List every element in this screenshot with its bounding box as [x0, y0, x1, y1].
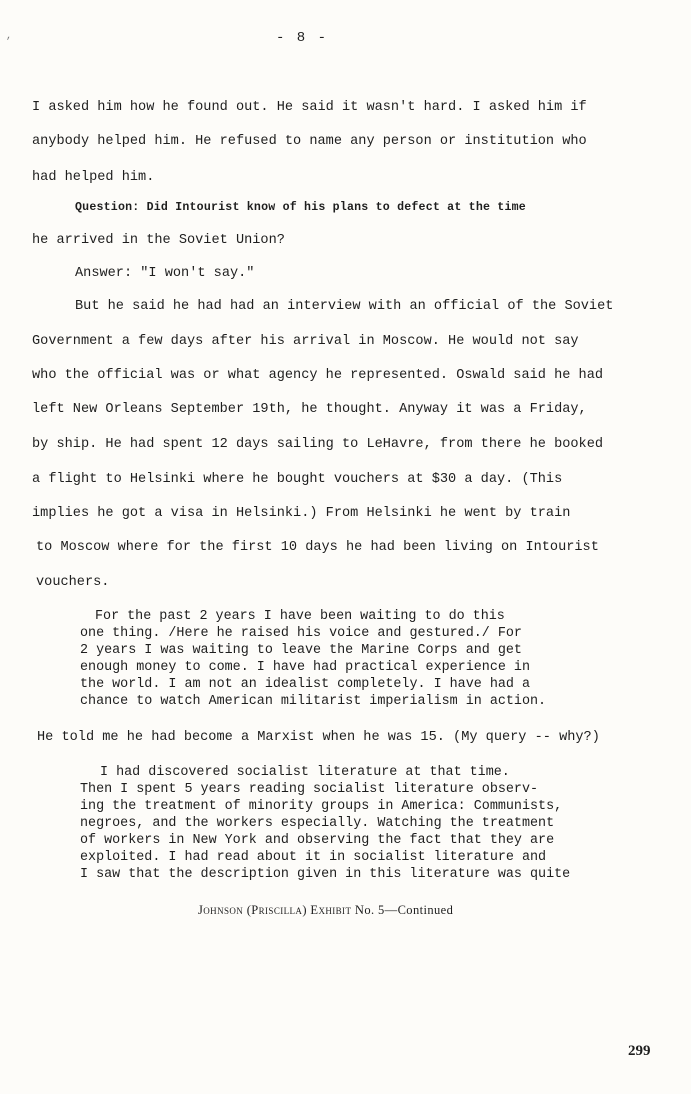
- paragraph1-line: had helped him.: [32, 170, 155, 185]
- quote2-line: I had discovered socialist literature at that time.: [100, 765, 510, 780]
- paragraph1-line: I asked him how he found out. He said it wasn't hard. I asked him if: [32, 100, 587, 115]
- paragraph2-line: by ship. He had spent 12 days sailing to LeHavre, from there he booked: [32, 437, 604, 452]
- paragraph2-line: vouchers.: [36, 575, 110, 590]
- answer-line: Answer: "I won't say.": [75, 266, 255, 281]
- quote2-line: I saw that the description given in this literature was quite: [80, 867, 571, 882]
- quote2-line: exploited. I had read about it in socialist literature and: [80, 850, 547, 865]
- page-folio: 299: [628, 1043, 651, 1059]
- paragraph1-line: anybody helped him. He refused to name any person or institution who: [32, 134, 587, 149]
- paragraph3-line: He told me he had become a Marxist when he was 15. (My query -- why?): [37, 730, 600, 745]
- paragraph2-line: a flight to Helsinki where he bought vouchers at $30 a day. (This: [32, 472, 563, 487]
- question-line: he arrived in the Soviet Union?: [32, 233, 285, 248]
- quote2-line: negroes, and the workers especially. Watching the treatment: [80, 816, 555, 831]
- quote1-line: For the past 2 years I have been waiting to do this: [95, 609, 505, 624]
- paragraph2-line: But he said he had had an interview with an official of the Soviet: [75, 299, 614, 314]
- quote1-line: one thing. /Here he raised his voice and gestured./ For: [80, 626, 522, 641]
- paragraph2-line: left New Orleans September 19th, he thought. Anyway it was a Friday,: [32, 402, 587, 417]
- quote1-line: 2 years I was waiting to leave the Marine Corps and get: [80, 643, 522, 658]
- quote1-line: enough money to come. I have had practical experience in: [80, 660, 530, 675]
- quote2-line: Then I spent 5 years reading socialist literature observ-: [80, 782, 539, 797]
- caption-exhibit: Exhibit: [310, 903, 352, 917]
- quote2-line: of workers in New York and observing the fact that they are: [80, 833, 555, 848]
- quote1-line: chance to watch American militarist imperialism in action.: [80, 694, 547, 709]
- quote2-line: ing the treatment of minority groups in America: Communists,: [80, 799, 563, 814]
- page-number-top: - 8 -: [276, 30, 329, 46]
- caption-name: Johnson: [198, 903, 244, 917]
- quote1-line: the world. I am not an idealist completely. I have had a: [80, 677, 530, 692]
- caption-number: No. 5—Continued: [354, 903, 454, 917]
- caption-paren: (Priscilla): [246, 903, 307, 917]
- paragraph2-line: to Moscow where for the first 10 days he had been living on Intourist: [36, 540, 599, 555]
- question-line: Question: Did Intourist know of his plans to defect at the time: [75, 201, 526, 214]
- paragraph2-line: who the official was or what agency he represented. Oswald said he had: [32, 368, 604, 383]
- exhibit-caption: [198, 903, 453, 918]
- margin-mark: ,: [6, 31, 13, 42]
- paragraph2-line: Government a few days after his arrival in Moscow. He would not say: [32, 334, 579, 349]
- paragraph2-line: implies he got a visa in Helsinki.) From Helsinki he went by train: [32, 506, 571, 521]
